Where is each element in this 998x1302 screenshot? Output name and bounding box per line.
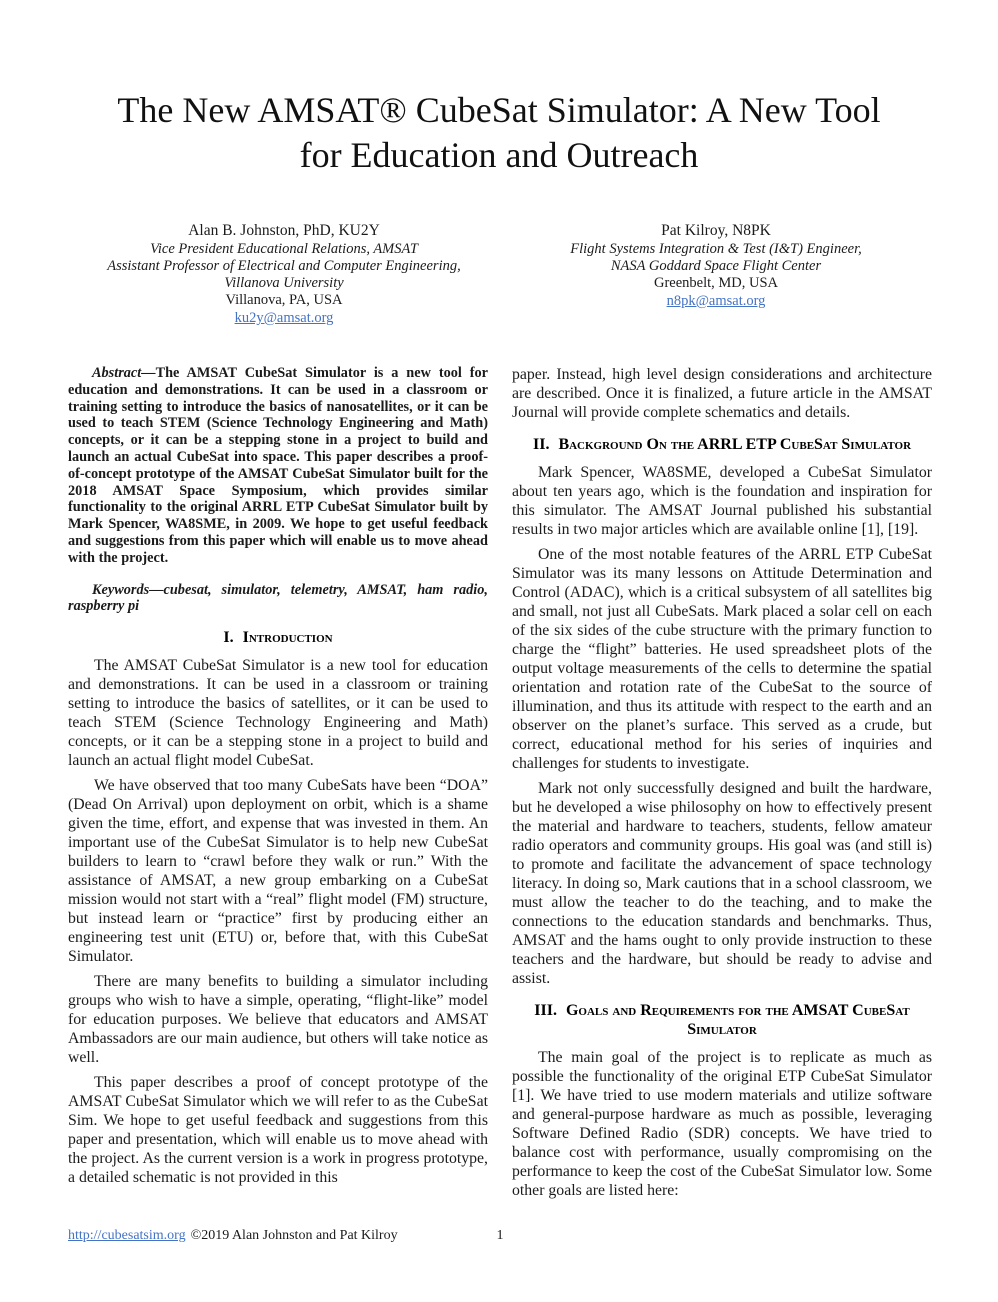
right-column (512, 365, 932, 1206)
author-affiliation: NASA Goddard Space Flight Center (610, 258, 822, 274)
author-location: Villanova, PA, USA (225, 292, 343, 308)
section-title: Introduction (242, 629, 333, 647)
paper-title-line-1: The New AMSAT® CubeSat Simulator: A New Tool (117, 90, 881, 130)
section-title: Goals and Requirements for the AMSAT CubeSat Simulator (565, 1002, 910, 1038)
section-heading-goals (512, 1001, 932, 1039)
author-affiliation: Vice President Educational Relations, AMSAT (150, 241, 418, 257)
author-block-pat-kilroy (500, 222, 932, 327)
paper-title-line-2: for Education and Outreach (299, 135, 699, 175)
author-affiliation: Assistant Professor of Electrical and Computer Engineering, (107, 258, 461, 274)
author-location: Greenbelt, MD, USA (653, 275, 779, 291)
keywords-text: cubesat, simulator, telemetry, AMSAT, ham radio, raspberry pi (68, 581, 488, 615)
paragraph-continuation: paper. Instead, high level design considerations and architecture are described. Once it is finalized, a future article in the AMSAT Journal will provide complete schematics and details. (512, 366, 932, 421)
page-footer (68, 1228, 932, 1244)
paragraph: One of the most notable features of the ARRL ETP CubeSat Simulator was its many lessons on Attitude Determination and Control (ADAC), which is a critical subsystem of all satellites big and small, not just all CubeSats. Mark placed a solar cell on each of the six sides of the cube structure with the primary function to charge the “flight” batteries. He used spreadsheet plots of the output voltage measurements of the cells to determine the spatial orientation and rotation rate of the CubeSat to the source of illumination, and thus its attitude with respect to the earth and an observer on the planet’s surface. This served as a crude, but correct, educational method for his series of inquiries and challenges for students to investigate. (512, 546, 932, 772)
author-name: Pat Kilroy, N8PK (661, 222, 771, 239)
paper-title (0, 88, 998, 178)
keywords-paragraph (68, 582, 488, 616)
paragraph: Mark not only successfully designed and built the hardware, but he developed a wise philosophy on how to effectively present the material and hardware to teachers, students, fellow amateur radio operators and community groups. His goal was (and still is) to promote and facilitate the advancement of space technology literacy. In doing so, Mark cautions that in a school classroom, we must allow the teacher to do the teaching, and to make the connections to the education standards and benchmarks. Thus, AMSAT and the hams ought to only provide instruction to these teachers and the hardware, but should be ready to advise and assist. (512, 780, 932, 987)
author-email-link[interactable]: n8pk@amsat.org (666, 293, 766, 309)
paragraph: The main goal of the project is to replicate as much as possible the functionality of the original ETP CubeSat Simulator [1]. We have tried to use modern materials and utilize software and general-purpose hardware as much as possible, leveraging Software Defined Radio (SDR) concepts. We have tried to balance cost with performance, usually compromising on the performance to keep the cost of the CubeSat Simulator low. Some other goals are listed here: (512, 1049, 932, 1199)
page-number: 1 (496, 1228, 504, 1243)
paragraph: This paper describes a proof of concept prototype of the AMSAT CubeSat Simulator which we will refer to as the CubeSat Sim. We hope to get useful feedback and suggestions from this paper and presentation, which will enable us to move ahead with the project. As the current version is a work in progress prototype, a detailed schematic is not provided in this (68, 1074, 488, 1187)
paragraph: There are many benefits to building a simulator including groups who wish to have a simple, operating, “flight-like” model for education purposes. We believe that educators and AMSAT Ambassadors are our main audience, but others will take notice as well. (68, 973, 488, 1067)
section-title: Background On the ARRL ETP CubeSat Simulator (558, 436, 912, 453)
section-heading-background (512, 435, 932, 454)
section-number: III. (534, 1002, 557, 1019)
title-block (0, 0, 998, 178)
paragraph: We have observed that too many CubeSats have been “DOA” (Dead On Arrival) upon deployment on orbit, which is a shame given the time, effort, and expense that was invested in them. An important use of the CubeSat Simulator is to help new CubeSat builders to learn to “crawl before they walk or run.” With the assistance of AMSAT, a new group embarking on a CubeSat mission would not start with a “real” flight model (FM) structure, but instead learn or “practice” first by producing either an engineering test unit (ETU) or, before that, with this CubeSat Simulator. (68, 777, 488, 966)
copyright-text: ©2019 Alan Johnston and Pat Kilroy (190, 1228, 398, 1243)
footer-left (68, 1228, 398, 1244)
abstract-label: Abstract— (92, 365, 156, 381)
author-email-link[interactable]: ku2y@amsat.org (234, 310, 334, 326)
author-name: Alan B. Johnston, PhD, KU2Y (188, 222, 380, 239)
abstract-text: The AMSAT CubeSat Simulator is a new tool for education and demonstrations. It can be used in a classroom or training setting to introduce the basics of nanosatellites, or it can be used to teach STEM (Science Technology Engineering and Math) concepts, or it can be a stepping stone in a project to build and launch an actual CubeSat into space. This paper describes a proof-of-concept prototype of the AMSAT CubeSat Simulator built for the 2018 AMSAT Space Symposium, which provides similar functionality to the original ARRL ETP CubeSat Simulator built by Mark Spencer, WA8SME, in 2009. We hope to get useful feedback and suggestions from this paper which will enable us to move ahead with the project. (68, 365, 488, 566)
left-column (68, 365, 488, 1206)
section-heading-introduction (68, 628, 488, 647)
author-affiliation: Villanova University (224, 275, 344, 291)
footer-url-link[interactable]: http://cubesatsim.org (68, 1228, 186, 1243)
author-affiliation: Flight Systems Integration & Test (I&T) Engineer, (570, 241, 862, 257)
paragraph: Mark Spencer, WA8SME, developed a CubeSat Simulator about ten years ago, which is the foundation and inspiration for this simulator. The AMSAT Journal published his substantial results in two major articles which are available online [1], [19]. (512, 464, 932, 538)
author-block-alan-johnston (68, 222, 500, 327)
author-blocks (0, 222, 998, 327)
section-number: II. (532, 436, 550, 453)
abstract-paragraph (68, 365, 488, 567)
body-columns (0, 365, 998, 1206)
section-number: I. (223, 629, 234, 647)
paragraph: The AMSAT CubeSat Simulator is a new tool for education and demonstrations. It can be used in a classroom or training setting to introduce the basics of satellites, or it can be used to teach STEM (Science Technology Engineering and Math) concepts, or it can be a stepping stone in a project to build and launch an actual flight model CubeSat. (68, 657, 488, 770)
keywords-label: Keywords— (92, 581, 164, 598)
